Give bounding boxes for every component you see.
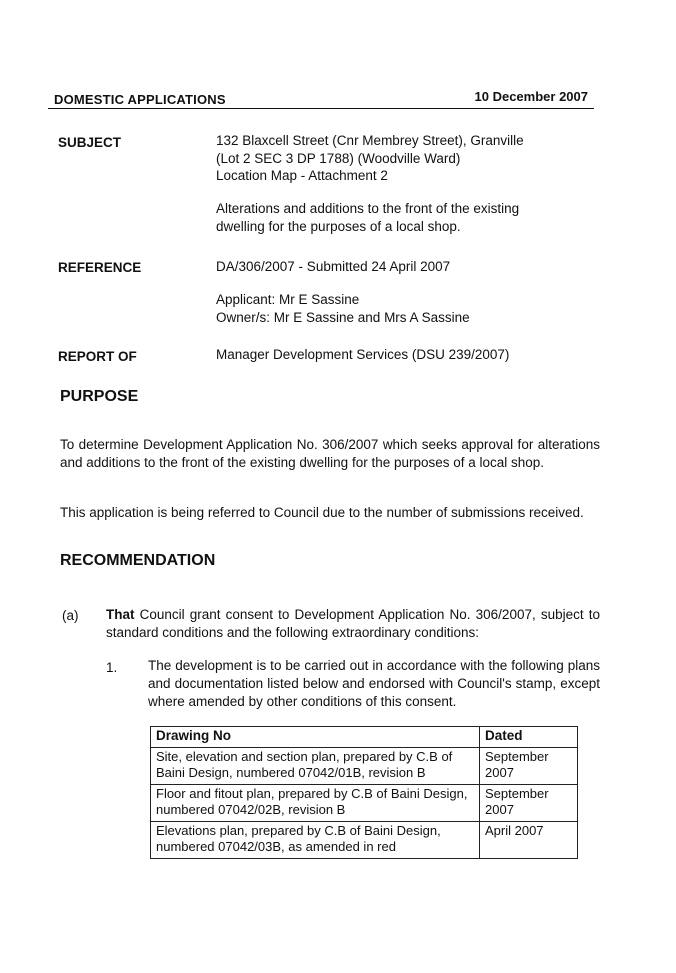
owners-line: Owner/s: Mr E Sassine and Mrs A Sassine	[216, 309, 470, 325]
subject-line-2: (Lot 2 SEC 3 DP 1788) (Woodville Ward)	[216, 150, 461, 166]
header-divider	[48, 108, 594, 109]
section-title: DOMESTIC APPLICATIONS	[54, 92, 226, 107]
subject-line-1: 132 Blaxcell Street (Cnr Membrey Street), Granville	[216, 133, 524, 148]
reference-da: DA/306/2007 - Submitted 24 April 2007	[216, 259, 451, 274]
reference-parties	[216, 291, 596, 326]
subject-description	[216, 200, 596, 235]
report-of-value: Manager Development Services (DSU 239/2007)	[216, 347, 510, 362]
subject-line-3: Location Map - Attachment 2	[216, 168, 388, 183]
reference-label: REFERENCE	[58, 260, 142, 275]
column-header-drawing-no: Drawing No	[151, 727, 480, 748]
column-header-dated: Dated	[480, 727, 578, 748]
purpose-paragraph-2: This application is being referred to Council due to the number of submissions received.	[60, 505, 584, 520]
drawings-table	[150, 726, 578, 859]
item-a-text	[106, 606, 600, 642]
drawing-cell: Elevations plan, prepared by C.B of Baini Design, numbered 07042/03B, as amended in red	[151, 821, 480, 858]
document-date: 10 December 2007	[474, 89, 588, 104]
table-row	[151, 747, 578, 784]
report-of-label: REPORT OF	[58, 349, 137, 364]
dated-cell: April 2007	[480, 821, 578, 858]
table-header-row	[151, 727, 578, 748]
purpose-paragraph-1: To determine Development Application No. 306/2007 which seeks approval for alterations and additions to the front of the existing dwelling for the purposes of a local shop.	[60, 437, 600, 470]
item-a-marker: (a)	[62, 608, 79, 623]
item-1-marker: 1.	[106, 660, 118, 675]
table-row	[151, 821, 578, 858]
subject-desc-line-2: dwelling for the purposes of a local shop.	[216, 218, 461, 234]
dated-cell: September 2007	[480, 784, 578, 821]
purpose-heading: PURPOSE	[60, 388, 139, 405]
dated-cell: September 2007	[480, 747, 578, 784]
subject-desc-line-1: Alterations and additions to the front of the existing	[216, 201, 520, 216]
item-1-text: The development is to be carried out in accordance with the following plans and documentation listed below and endorsed with Council's stamp, except where amended by other conditions of this consent.	[148, 658, 600, 709]
recommendation-heading: RECOMMENDATION	[60, 552, 216, 569]
item-a-body: Council grant consent to Development Application No. 306/2007, subject to standard conditions and the following extraordinary conditions:	[106, 607, 600, 640]
drawing-cell: Site, elevation and section plan, prepared by C.B of Baini Design, numbered 07042/01B, revision B	[151, 747, 480, 784]
drawing-cell: Floor and fitout plan, prepared by C.B of Baini Design, numbered 07042/02B, revision B	[151, 784, 480, 821]
subject-label: SUBJECT	[58, 135, 122, 150]
table-row	[151, 784, 578, 821]
applicant-line: Applicant: Mr E Sassine	[216, 292, 360, 307]
subject-address	[216, 132, 596, 185]
item-a-bold: That	[106, 607, 135, 622]
